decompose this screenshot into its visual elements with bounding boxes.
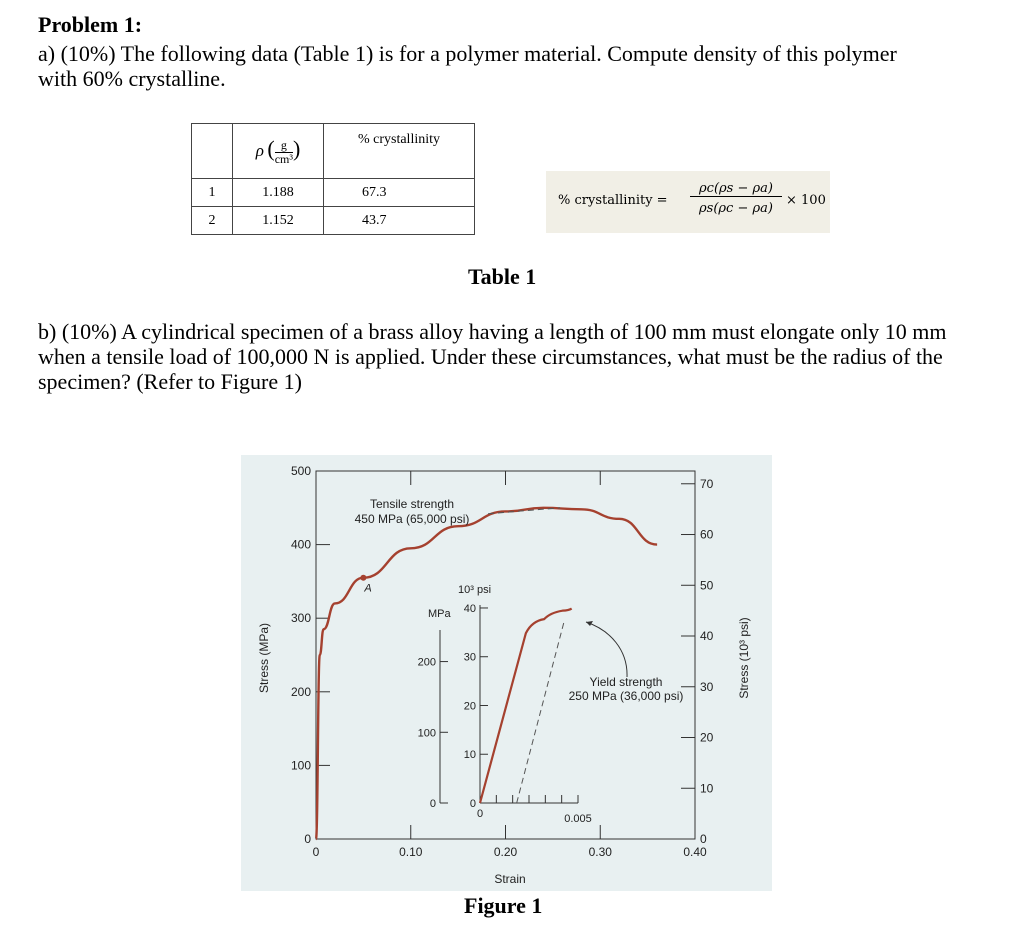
table-header-density: ρ ( $\frac{g}{\text{cm³}}$ ) [233,124,324,179]
yield-strength-label-line1: Yield strength [589,675,663,689]
formula-denominator: ρs(ρc − ρa) [699,201,773,216]
table-header-crystallinity: % crystallinity [324,124,475,179]
table-cell-crystallinity: 43.7 [324,207,475,235]
formula-factor: × 100 [786,193,826,208]
table-cell-density: 1.188 [233,179,324,207]
y-right-tick-label: 40 [700,629,714,644]
problem-heading: Problem 1: [38,12,143,37]
inset-mpa-tick-label: 200 [417,656,436,669]
tensile-strength-label-line1: Tensile strength [369,497,455,511]
density-unit-denominator: cm³ [274,152,293,167]
inset-psi-tick-label: 30 [463,651,476,664]
inset-mpa-tick-label: 0 [429,798,436,810]
yield-pointer-arrowhead [586,621,593,626]
y-left-tick-label: 100 [290,758,311,773]
inset-mpa-tick-label: 100 [417,727,436,740]
y-right-tick-label: 20 [700,730,714,745]
inset-chart [418,584,592,825]
y-right-tick-label: 50 [700,578,714,593]
yield-strength-label-line2: 250 MPa (36,000 psi) [568,689,684,703]
y-right-tick-label: 10 [700,781,714,796]
inset-psi-tick-label: 0 [469,798,476,810]
inset-mpa-unit: MPa [428,608,451,620]
table-cell-index: 1 [192,179,233,207]
plot-frame [316,471,695,839]
x-axis-label: Strain [494,872,526,886]
density-unit-numerator: g [275,139,293,153]
y-left-tick-label: 300 [290,611,311,626]
part-a-text: a) (10%) The following data (Table 1) is for a polymer material. Compute density of this polymer with 60% crystalline. [38,41,897,91]
y-right-tick-label: 30 [700,679,714,694]
inset-x-tick-label: 0.005 [564,813,592,825]
y-left-tick-label: 0 [304,832,311,846]
figure-caption: Figure 1 [464,893,543,918]
inset-psi-unit: 10³ psi [458,584,492,596]
x-tick-label: 0.10 [399,845,423,859]
inset-curve [480,609,572,803]
inset-psi-tick-label: 20 [463,700,476,713]
point-a-marker [360,575,366,581]
inset-x-tick-label: 0 [476,808,484,820]
formula-numerator: ρc(ρs − ρa) [690,181,782,197]
density-symbol: ρ [255,140,264,160]
y-left-tick-label: 500 [290,464,311,478]
point-a-label: A [364,582,372,595]
offset-line [517,620,565,803]
y-axis-right-label: Stress (10³ psi) [737,617,751,699]
inset-psi-tick-label: 40 [463,602,476,615]
table-caption: Table 1 [468,264,537,289]
yield-pointer-line [586,622,627,677]
y-left-tick-label: 200 [290,684,311,699]
tensile-strength-label-line2: 450 MPa (65,000 psi) [354,512,470,526]
inset-psi-tick-label: 10 [463,749,476,762]
y-left-tick-label: 400 [290,537,311,552]
main-axes [257,464,751,886]
stress-strain-curve [316,508,657,839]
x-tick-label: 0.30 [588,845,612,859]
formula-lhs: % crystallinity = [558,193,668,208]
x-tick-label: 0.40 [683,845,707,859]
table-cell-index: 2 [192,207,233,235]
y-axis-left-label: Stress (MPa) [257,622,271,694]
table-cell-crystallinity: 67.3 [324,179,475,207]
table-cell-density: 1.152 [233,207,324,235]
y-right-tick-label: 0 [700,832,707,846]
part-b-text: b) (10%) A cylindrical specimen of a brass alloy having a length of 100 mm must elongate only 10 mm when a tensile load of 100,000 N is applied. Under these circumstances, what must be the radius of the specimen? (Refer to Figure 1) [38,319,947,394]
y-right-tick-label: 60 [700,527,714,542]
y-right-tick-label: 70 [700,476,714,491]
x-tick-label: 0.20 [493,845,518,859]
x-tick-label: 0 [312,845,320,859]
